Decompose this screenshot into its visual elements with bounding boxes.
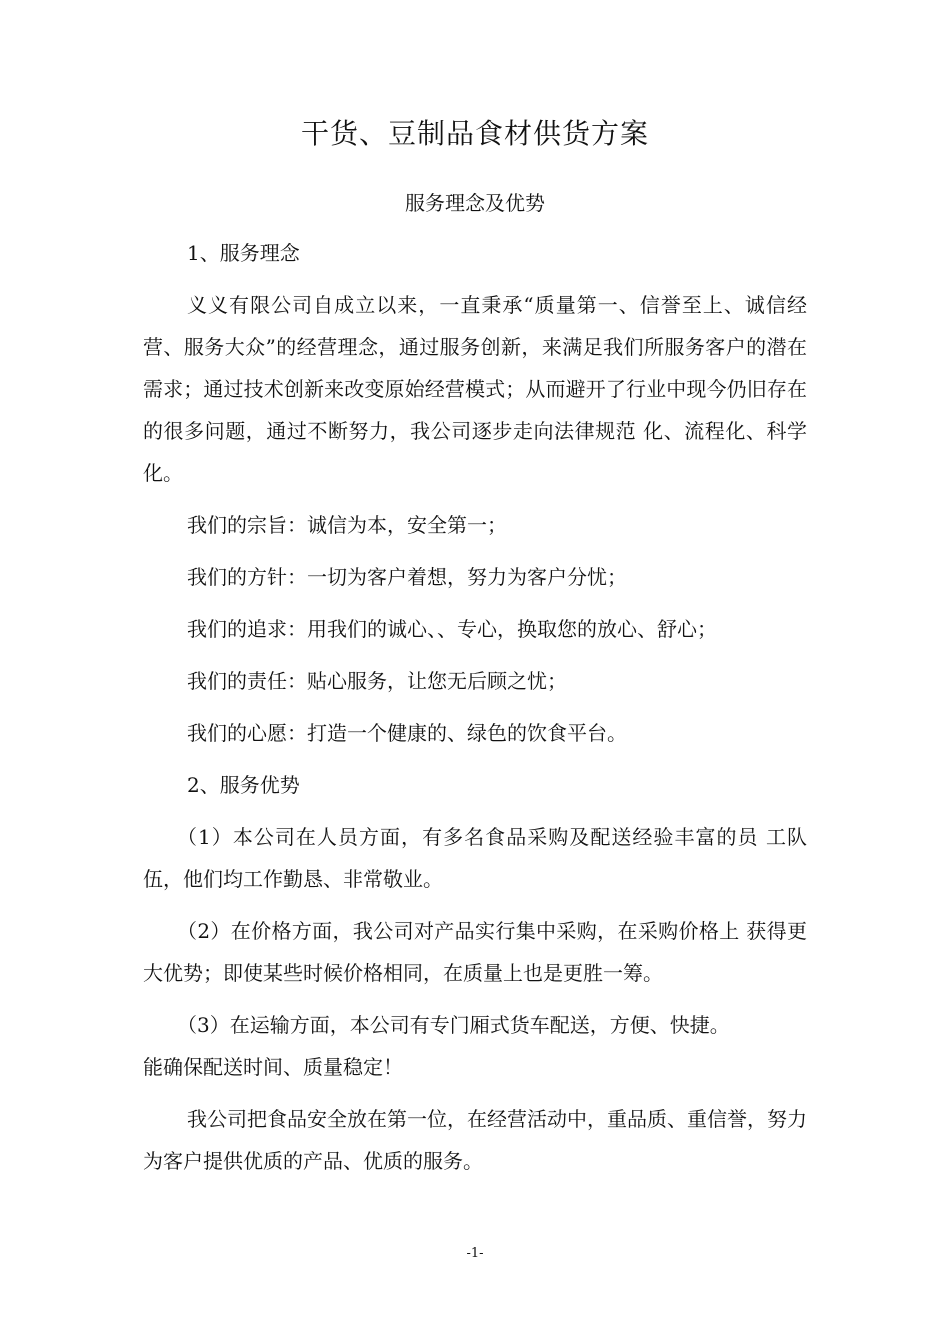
document-body (143, 232, 807, 1192)
tenet-item: 我们的追求：用我们的诚心、、专心，换取您的放心、舒心； (187, 617, 717, 641)
tenet-item: 我们的责任：贴心服务，让您无后顾之忧； (187, 669, 567, 693)
advantage-item: （3）在运输方面，本公司有专门厢式货车配送，方便、快捷。 (177, 1013, 730, 1037)
advantage-item-continuation: 能确保配送时间、质量稳定！ (143, 1055, 403, 1079)
paragraph-service-philosophy: 义义有限公司自成立以来，一直秉承“质量第一、信誉至上、诚信经营、服务大众”的经营理念，通过服务创新，来满足我们所服务客户的潜在需求；通过技术创新来改变原始经营模式；从而避开了行业中现今仍旧存在的很多问题，通过不断努力，我公司逐步走向法律规范 化、流程化、科学化。 (143, 293, 807, 485)
section-heading-service-advantages: 2、服务优势 (187, 773, 300, 797)
section-heading-service-philosophy: 1、服务理念 (187, 241, 300, 265)
page-number: -1- (466, 1246, 484, 1261)
tenet-item: 我们的心愿：打造一个健康的、绿色的饮食平台。 (187, 721, 627, 745)
advantage-item: （2）在价格方面，我公司对产品实行集中采购，在采购价格上 获得更大优势；即使某些时候价格相同，在质量上也是更胜一筹。 (143, 919, 807, 985)
advantage-item: （1）本公司在人员方面，有多名食品采购及配送经验丰富的员 工队伍，他们均工作勤恳、非常敬业。 (143, 825, 807, 891)
tenet-item: 我们的方针：一切为客户着想，努力为客户分忧； (187, 565, 627, 589)
document-title: 干货、豆制品食材供货方案 (300, 117, 649, 150)
document-subtitle: 服务理念及优势 (405, 191, 545, 215)
paragraph-closing: 我公司把食品安全放在第一位，在经营活动中，重品质、重信誉，努力为客户提供优质的产品、优质的服务。 (143, 1107, 807, 1173)
tenet-item: 我们的宗旨：诚信为本，安全第一； (187, 513, 507, 537)
